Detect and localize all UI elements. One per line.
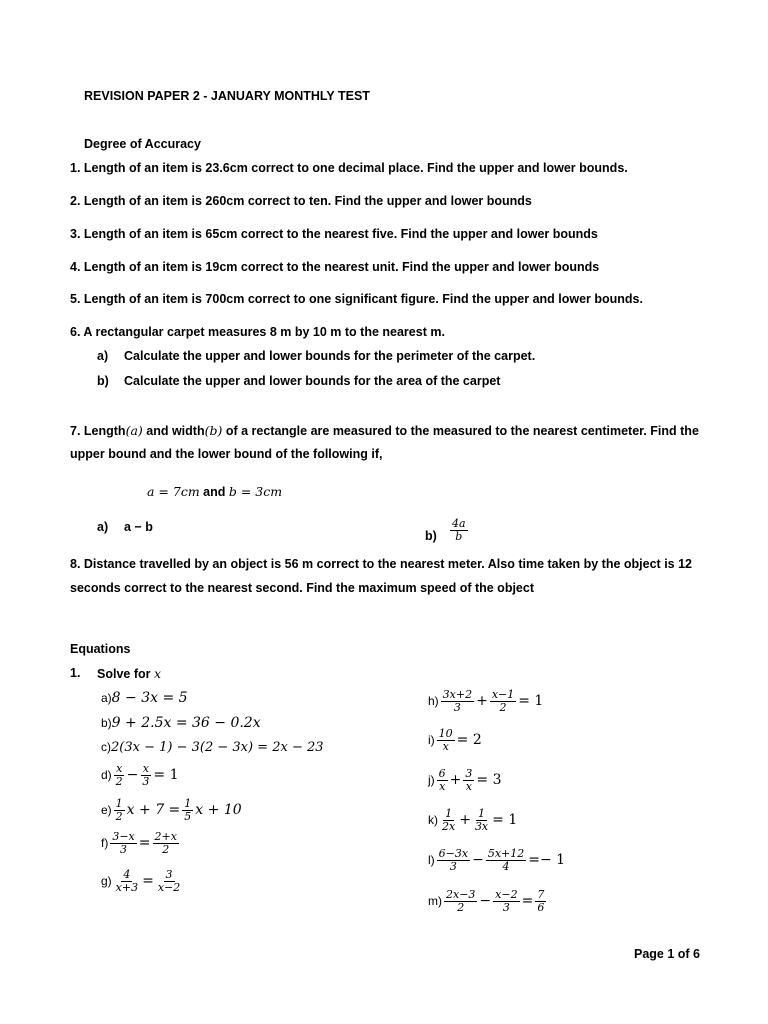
section-heading-equations: Equations: [70, 642, 131, 656]
question-1: 1. Length of an item is 23.6cm correct to one decimal place. Find the upper and lower bounds.: [70, 161, 628, 175]
q7-text-mid: and width: [142, 424, 205, 438]
question-8-line2: seconds correct to the nearest second. Find the maximum speed of the object: [70, 581, 534, 595]
question-8-line1: 8. Distance travelled by an object is 56 m correct to the nearest meter. Also time taken by the object is 12: [70, 557, 692, 571]
eq-g-den2: x−2: [157, 880, 181, 894]
eq-l-den1: 3: [449, 859, 457, 873]
eq-m-num3: 7: [537, 888, 545, 901]
equation-i: [428, 728, 482, 752]
eq-f-op: =: [138, 835, 151, 852]
eq-k-label: k): [428, 813, 438, 828]
question-2: 2. Length of an item is 260cm correct to ten. Find the upper and lower bounds: [70, 194, 532, 208]
question-7-line1: [70, 423, 699, 438]
eq-f-den1: 3: [120, 842, 128, 856]
equation-c: [101, 739, 324, 755]
eq-k-num1: 1: [445, 807, 453, 820]
question-4: 4. Length of an item is 19cm correct to the nearest unit. Find the upper and lower bounds: [70, 260, 600, 274]
eq-g-num2: 3: [165, 868, 173, 881]
eq-j-den2: x: [465, 779, 473, 793]
solve-for-var: x: [153, 666, 162, 681]
given-and: and: [199, 485, 229, 499]
eq-e-label: e): [101, 803, 112, 818]
eq-k-num2: 1: [478, 807, 486, 820]
eq-e-rhs: x + 10: [195, 802, 242, 819]
eq-k-rhs: = 1: [492, 812, 518, 829]
eq-m-op: −: [479, 893, 492, 910]
solve-for-text: Solve for: [97, 667, 154, 681]
eq-i-rhs: = 2: [456, 732, 482, 749]
eq-l-op: −: [472, 852, 484, 869]
eq-f-num1: 3−x: [112, 830, 135, 843]
equation-k: [428, 808, 517, 832]
equation-h: [428, 689, 543, 713]
eq-d-den1: 2: [115, 774, 123, 788]
eq-g-num1: 4: [123, 868, 131, 881]
eq-k-op: +: [459, 812, 471, 829]
question-7a-label: a): [97, 520, 109, 534]
question-6a: Calculate the upper and lower bounds for the perimeter of the carpet.: [124, 349, 536, 363]
page-title: REVISION PAPER 2 - JANUARY MONTHLY TEST: [84, 89, 370, 103]
eq-g-label: g): [101, 874, 112, 889]
eq-l-num2: 5x+12: [487, 847, 525, 860]
eq-h-num1: 3x+2: [442, 688, 473, 701]
eq-d-rhs: = 1: [153, 767, 179, 784]
eq-l-label: l): [428, 853, 435, 868]
eq-j-num2: 3: [465, 767, 473, 780]
question-7a: a − b: [124, 520, 153, 534]
eq-j-num1: 6: [438, 767, 446, 780]
question-7-given: [147, 484, 282, 499]
eq-f-num2: 2+x: [154, 830, 177, 843]
page-number-footer: Page 1 of 6: [634, 947, 700, 961]
question-7-line2: upper bound and the lower bound of the following if,: [70, 447, 383, 461]
equation-j: [428, 768, 502, 792]
eq-e-den2: 5: [184, 809, 192, 823]
given-b: b = 3cm: [228, 484, 283, 499]
eq-m-den3: 6: [537, 900, 545, 914]
eq-d-op: −: [126, 767, 139, 784]
eq-b-expr: 9 + 2.5x = 36 − 0.2x: [111, 715, 261, 731]
q7b-denominator: b: [455, 529, 463, 543]
eq-i-den1: x: [442, 739, 449, 753]
q7-var-a: (a): [125, 423, 143, 438]
eq-h-num2: x−1: [491, 688, 515, 701]
eq-g-op: =: [142, 873, 154, 890]
eq-m-den1: 2: [457, 900, 465, 914]
eq-h-op: +: [476, 693, 488, 710]
question-5: 5. Length of an item is 700cm correct to one significant figure. Find the upper and lower bounds.: [70, 292, 643, 306]
eq-d-num2: x: [142, 762, 150, 775]
q7-text-end: of a rectangle are measured to the measured to the nearest centimeter. Find the: [222, 424, 699, 438]
eq-m-label: m): [428, 894, 442, 909]
eq-l-num1: 6−3x: [438, 847, 469, 860]
eq-m-den2: 3: [502, 900, 510, 914]
eq-m-num1: 2x−3: [446, 888, 476, 901]
eq-j-den1: x: [439, 779, 446, 793]
equation-d: [101, 763, 179, 787]
eq-i-label: i): [428, 733, 435, 748]
equations-question-number: 1.: [70, 666, 81, 680]
eq-c-label: c): [101, 740, 111, 754]
eq-h-rhs: = 1: [518, 693, 544, 710]
eq-e-num2: 1: [184, 797, 192, 810]
eq-h-den1: 3: [453, 700, 461, 714]
eq-f-label: f): [101, 836, 109, 851]
eq-k-den2: 3x: [474, 819, 489, 833]
eq-d-num1: x: [116, 762, 123, 775]
question-3: 3. Length of an item is 65cm correct to the nearest five. Find the upper and lower bounds: [70, 227, 598, 241]
equation-m: [428, 889, 548, 913]
question-6a-label: a): [97, 349, 109, 363]
q7-text-start: 7. Length: [70, 424, 126, 438]
eq-f-den2: 2: [162, 842, 170, 856]
eq-m-num2: x−2: [495, 888, 518, 901]
eq-h-den2: 2: [499, 700, 507, 714]
eq-i-num1: 10: [438, 727, 453, 740]
eq-e-mid: x + 7 =: [126, 802, 181, 819]
equation-e: [101, 798, 242, 822]
eq-e-num1: 1: [115, 797, 123, 810]
eq-m-rhs: =: [521, 893, 534, 910]
eq-b-label: b): [101, 716, 112, 730]
question-6: 6. A rectangular carpet measures 8 m by 10 m to the nearest m.: [70, 325, 445, 339]
eq-g-den1: x+3: [115, 880, 139, 894]
q7-var-b: (b): [204, 423, 223, 438]
equation-l: [428, 848, 565, 872]
eq-a-label: a): [101, 691, 112, 705]
eq-h-label: h): [428, 694, 439, 709]
q7b-numerator: 4a: [452, 517, 466, 530]
eq-e-den1: 2: [115, 809, 123, 823]
eq-j-op: +: [449, 772, 462, 789]
eq-c-expr: 2(3x − 1) − 3(2 − 3x) = 2x − 23: [111, 740, 324, 755]
equation-g: [101, 869, 184, 893]
eq-j-rhs: = 3: [476, 772, 502, 789]
equation-b: [101, 715, 261, 731]
question-7b-fraction: [448, 518, 470, 542]
eq-k-den1: 2x: [442, 819, 456, 833]
equations-question-text: [97, 666, 161, 681]
question-6b-label: b): [97, 374, 109, 388]
eq-d-label: d): [101, 768, 112, 783]
eq-a-expr: 8 − 3x = 5: [111, 690, 188, 706]
eq-j-label: j): [428, 773, 435, 788]
section-heading-accuracy: Degree of Accuracy: [84, 137, 201, 151]
question-7b-label: b): [425, 529, 437, 543]
equation-a: [101, 690, 188, 706]
question-6b: Calculate the upper and lower bounds for the area of the carpet: [124, 374, 501, 388]
eq-l-den2: 4: [502, 859, 510, 873]
equation-f: [101, 831, 181, 855]
eq-d-den2: 3: [142, 774, 150, 788]
given-a: a = 7cm: [147, 484, 200, 499]
eq-l-rhs: =− 1: [528, 852, 566, 869]
